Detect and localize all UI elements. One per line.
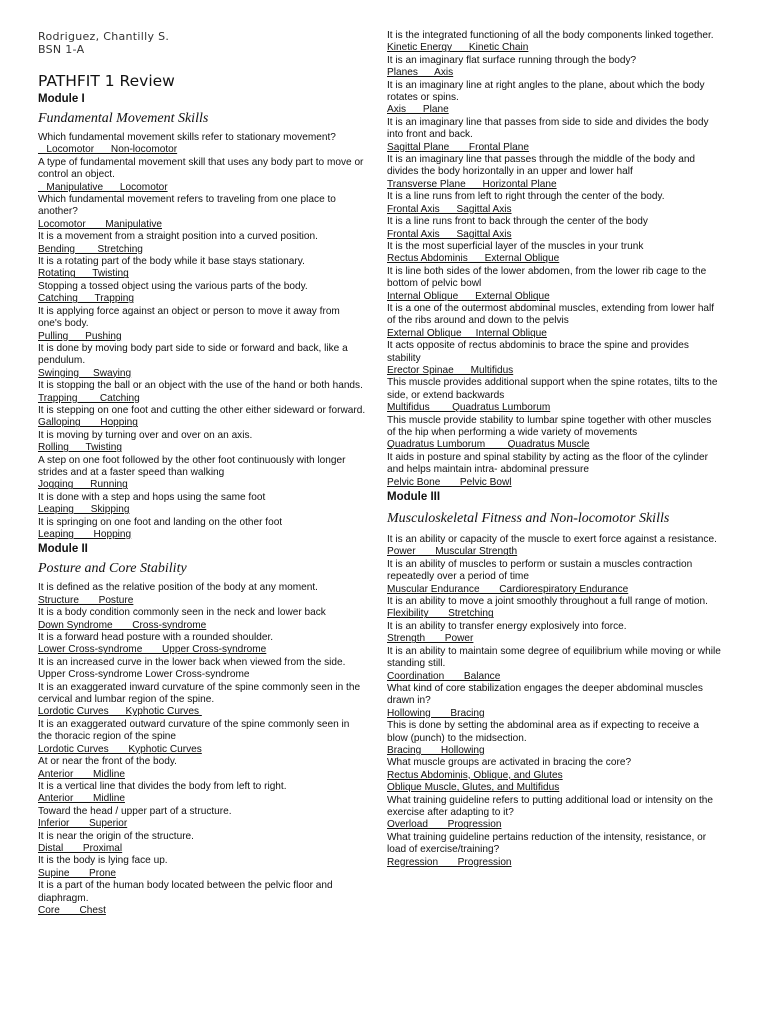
question-text: Toward the head / upper part of a structure. <box>38 805 232 817</box>
question-text: It acts opposite of rectus abdominis to brace the spine and provides stability <box>387 340 689 364</box>
question-text: What kind of core stabilization engages the deeper abdominal muscles drawn in? <box>387 682 703 707</box>
question-text: It is done with a step and hops using the same foot <box>38 491 266 503</box>
question-text: It is an ability to move a joint smoothly throughout a full range of motion. <box>387 596 708 608</box>
answer-choices: Pelvic Bone Pelvic Bowl <box>387 476 512 488</box>
answer-choices: Trapping Catching <box>38 392 140 404</box>
answer-choices: Distal Proximal <box>38 842 123 854</box>
question-text: It is an exaggerated outward curvature of the spine commonly seen in the thoracic region of the spine <box>38 718 350 743</box>
module-heading: Module II <box>38 543 88 556</box>
answer-choices: Lordotic Curves Kyphotic Curves <box>38 706 202 718</box>
question-text: Stopping a tossed object using the various parts of the body. <box>38 280 308 292</box>
topic-heading: Posture and Core Stability <box>38 561 187 577</box>
answer-choices: Swinging Swaying <box>38 367 132 379</box>
answer-choices: Rectus Abdominis External Oblique <box>387 253 560 265</box>
question-text: It is an imaginary flat surface running through the body? <box>387 54 637 66</box>
answer-choices: Core Chest <box>38 904 106 916</box>
question-text: It aids in posture and spinal stability by acting as the floor of the cylinder and helps maintain intra- abdominal pressure <box>387 451 708 476</box>
question-text: It is defined as the relative position of the body at any moment. <box>38 582 318 594</box>
left-column <box>38 30 366 917</box>
question-text: It is stopping the ball or an object with the use of the hand or both hands. <box>38 380 363 392</box>
right-column-items <box>387 30 722 869</box>
answer-choices: Locomotor Non-locomotor <box>38 144 178 156</box>
question-text: It is an imaginary line that passes from side to side and divides the body into front and back. <box>387 116 709 141</box>
topic-heading: Musculoskeletal Fitness and Non-locomotor Skills <box>387 511 670 527</box>
answer-choices: Anterior Midline <box>38 793 125 805</box>
question-text: It is an increased curve in the lower back when viewed from the side. Upper Cross-syndrome Lower Cross-syndrome <box>38 656 346 681</box>
question-text: It is an exaggerated inward curvature of the spine commonly seen in the cervical and lumbar region of the spine. <box>38 681 361 706</box>
answer-choices: Down Syndrome Cross-syndrome <box>38 619 207 631</box>
student-name: Rodriguez, Chantilly S. <box>38 30 170 43</box>
answer-choices: Hollowing Bracing <box>387 707 485 719</box>
answer-choices: Overload Progression <box>387 819 502 831</box>
answer-choices: External Oblique Internal Oblique <box>387 327 547 339</box>
answer-choices: Strength Power <box>387 633 474 645</box>
answer-choices: Oblique Muscle, Glutes, and Multifidus <box>387 782 560 794</box>
question-text: It is moving by turning over and over on an axis. <box>38 429 253 441</box>
question-text: It is springing on one foot and landing on the other foot <box>38 516 283 528</box>
question-text: This is done by setting the abdominal area as if expecting to receive a blow (punch) to the midsection. <box>387 720 699 744</box>
question-text: It is an imaginary line that passes through the middle of the body and divides the body horizontally in an upper and lower half <box>387 154 696 178</box>
question-text: It is a line runs from left to right through the center of the body. <box>387 191 665 203</box>
answer-choices: Galloping Hopping <box>38 417 138 429</box>
answer-choices: Transverse Plane Horizontal Plane <box>387 178 557 190</box>
question-text: It is a one of the outermost abdominal muscles, extending from lower half of the ribs around and down to the pelvis <box>387 302 715 327</box>
question-text: It is an ability or capacity of the muscle to exert force against a resistance. <box>387 534 717 546</box>
answer-choices: Rectus Abdominis, Oblique, and Glutes <box>387 769 563 781</box>
question-text: A step on one foot followed by the other foot continuously with longer strides and at a faster speed than walking <box>38 454 346 478</box>
question-text: It is an ability to transfer energy explosively into force. <box>387 620 627 632</box>
answer-choices: Coordination Balance <box>387 670 501 682</box>
answer-choices: Frontal Axis Sagittal Axis <box>387 203 512 215</box>
answer-choices: Pulling Pushing <box>38 330 122 342</box>
topic-heading: Fundamental Movement Skills <box>38 111 209 126</box>
question-text: It is a vertical line that divides the body from left to right. <box>38 780 287 792</box>
answer-choices: Supine Prone <box>38 867 116 879</box>
answer-choices: Inferior Superior <box>38 818 128 830</box>
answer-choices: Rolling Twisting <box>38 442 122 454</box>
question-text: It is an ability to maintain some degree of equilibrium while moving or while standing still. <box>387 645 721 670</box>
answer-choices: Flexibility Stretching <box>387 608 494 620</box>
question-text: It is an ability of muscles to perform or sustain a muscles contraction repeatedly over a period of time <box>387 558 693 583</box>
answer-choices: Manipulative Locomotor <box>38 181 168 193</box>
question-text: It is a part of the human body located between the pelvic floor and diaphragm. <box>38 880 333 904</box>
answer-choices: Axis Plane <box>387 104 449 116</box>
module-heading: Module I <box>38 93 85 105</box>
answer-choices: Erector Spinae Multifidus <box>387 364 514 376</box>
question-text: It is the most superficial layer of the muscles in your trunk <box>387 240 644 252</box>
question-text: It is a movement from a straight position into a curved position. <box>38 231 318 243</box>
question-text: A type of fundamental movement skill that uses any body part to move or control an object. <box>38 156 364 181</box>
answer-choices: Sagittal Plane Frontal Plane <box>387 141 529 153</box>
answer-choices: Power Muscular Strength <box>387 546 518 558</box>
question-text: This muscle provides additional support when the spine rotates, tilts to the side, or extend backwards <box>387 377 718 401</box>
answer-choices: Anterior Midline <box>38 768 125 780</box>
question-text: This muscle provide stability to lumbar spine together with other muscles of the hip when performing a wide variety of movements <box>387 414 712 438</box>
question-text: It is a rotating part of the body while it base stays stationary. <box>38 256 305 268</box>
question-text: It is the body is lying face up. <box>38 855 168 867</box>
answer-choices: Jogging Running <box>38 479 128 491</box>
question-text: It is an imaginary line at right angles to the plane, about which the body rotates or spins. <box>387 79 705 104</box>
question-text: What muscle groups are activated in bracing the core? <box>387 757 632 769</box>
question-text: At or near the front of the body. <box>38 756 177 768</box>
question-text: What training guideline refers to putting additional load or intensity on the exercise after adapting to it? <box>387 794 714 818</box>
question-text: It is near the origin of the structure. <box>38 830 194 842</box>
answer-choices: Locomotor Manipulative <box>38 218 162 230</box>
answer-choices: Leaping Hopping <box>38 529 132 540</box>
module-heading: Module III <box>387 491 441 504</box>
question-text: It is a line runs front to back through the center of the body <box>387 216 648 228</box>
answer-choices: Regression Progression <box>387 856 512 868</box>
answer-choices: Structure Posture <box>38 594 134 606</box>
answer-choices: Lordotic Curves Kyphotic Curves <box>38 743 202 755</box>
answer-choices: Leaping Skipping <box>38 504 130 516</box>
question-text: It is applying force against an object or person to move it away from one's body. <box>38 305 340 330</box>
answer-choices: Bending Stretching <box>38 243 143 255</box>
answer-choices: Planes Axis <box>387 67 454 79</box>
answer-choices: Kinetic Energy Kinetic Chain <box>387 42 529 54</box>
student-section: BSN 1-A <box>38 43 85 56</box>
answer-choices: Catching Trapping <box>38 293 134 305</box>
left-column-items <box>38 93 366 917</box>
question-text: What training guideline pertains reduction of the intensity, resistance, or load of exercise/training? <box>387 831 707 856</box>
question-text: It is stepping on one foot and cutting the other either sideward or forward. <box>38 404 366 416</box>
question-text: Which fundamental movement skills refer to stationary movement? <box>38 132 336 143</box>
right-column <box>387 30 722 869</box>
answer-choices: Internal Oblique External Oblique <box>387 290 550 302</box>
answer-choices: Rotating Twisting <box>38 268 129 280</box>
question-text: It is line both sides of the lower abdomen, from the lower rib cage to the bottom of pelvic bowl <box>387 265 707 290</box>
question-text: Which fundamental movement refers to traveling from one place to another? <box>38 194 336 218</box>
question-text: It is a forward head posture with a rounded shoulder. <box>38 632 274 644</box>
answer-choices: Bracing Hollowing <box>387 744 485 756</box>
answer-choices: Muscular Endurance Cardiorespiratory Endurance <box>387 583 629 595</box>
answer-choices: Quadratus Lumborum Quadratus Muscle <box>387 439 590 451</box>
question-text: It is a body condition commonly seen in the neck and lower back <box>38 607 326 619</box>
question-text: It is done by moving body part side to side or forward and back, like a pendulum. <box>38 342 348 367</box>
question-text: It is the integrated functioning of all the body components linked together. <box>387 30 714 41</box>
document-title: PATHFIT 1 Review <box>38 72 175 90</box>
answer-choices: Frontal Axis Sagittal Axis <box>387 228 512 240</box>
answer-choices: Lower Cross-syndrome Upper Cross-syndrome <box>38 644 267 656</box>
answer-choices: Multifidus Quadratus Lumborum <box>387 402 551 414</box>
